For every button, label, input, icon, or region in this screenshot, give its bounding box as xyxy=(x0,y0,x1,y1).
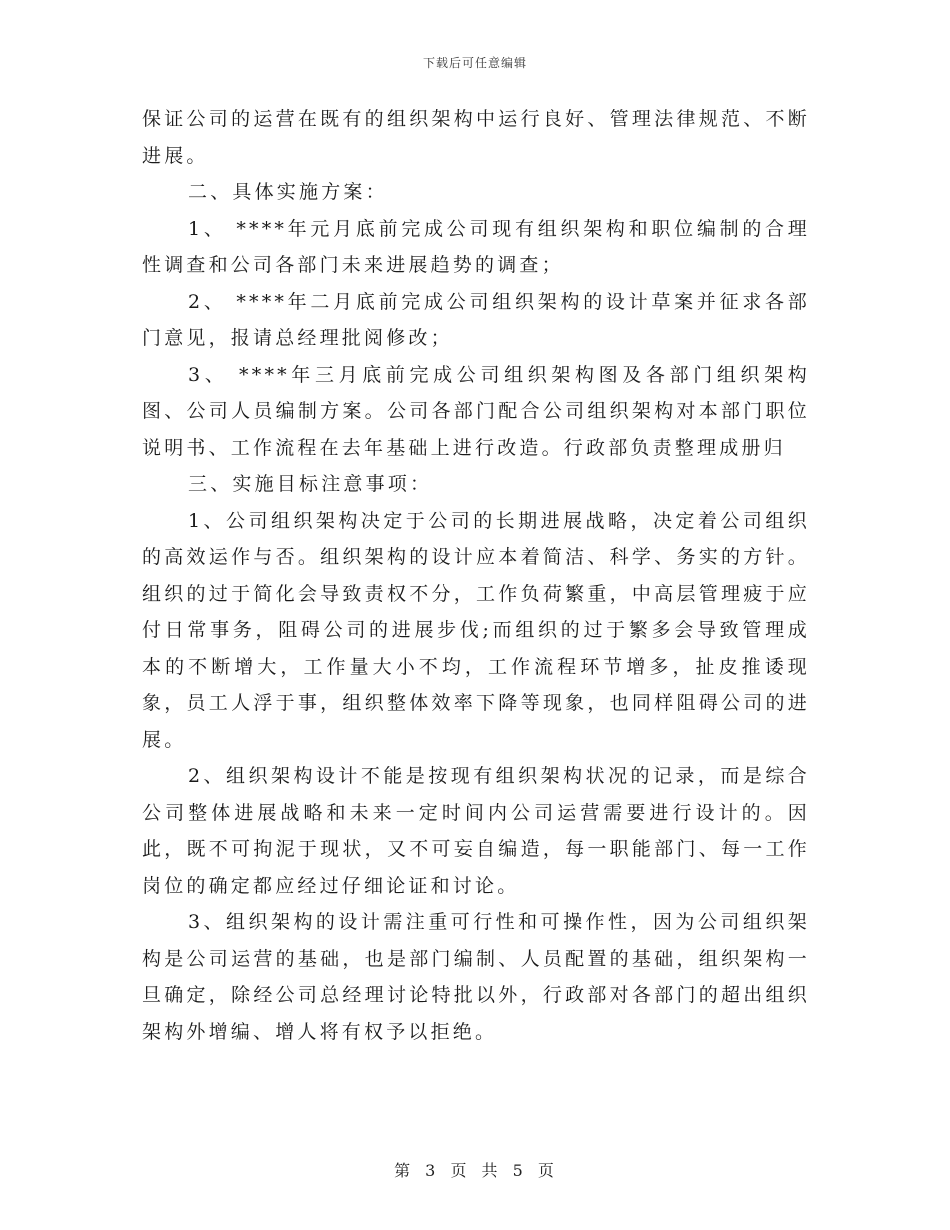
note-item-2: 2、组织架构设计不能是按现有组织架构状况的记录，而是综合公司整体进展战略和未来一定时间内公司运营需要进行设计的。因此，既不可拘泥于现状，又不可妄自编造，每一职能部门、每一工作岗位的确定都应经过仔细论证和讨论。 xyxy=(142,765,810,897)
section-heading-implementation-plan: 二、具体实施方案： xyxy=(188,181,388,203)
section-heading-notes: 三、实施目标注意事项： xyxy=(188,473,433,495)
plan-item-2: 2、 ****年二月底前完成公司组织架构的设计草案并征求各部门意见，报请总经理批阅修改； xyxy=(142,290,810,349)
note-item-3: 3、组织架构的设计需注重可行性和可操作性，因为公司组织架构是公司运营的基础，也是部门编制、人员配置的基础，组织架构一旦确定，除经公司总经理讨论特批以外，行政部对各部门的超出组织架构外增编、增人将有权予以拒绝。 xyxy=(142,911,810,1043)
paragraph-continuation: 保证公司的运营在既有的组织架构中运行良好、管理法律规范、不断进展。 xyxy=(142,108,810,167)
document-body xyxy=(142,101,810,1050)
page-header: 下载后可任意编辑 xyxy=(422,56,527,70)
plan-item-1: 1、 ****年元月底前完成公司现有组织架构和职位编制的合理性调查和公司各部门未来进展趋势的调查； xyxy=(142,217,810,276)
plan-item-3: 3、 ****年三月底前完成公司组织架构图及各部门组织架构图、公司人员编制方案。公司各部门配合公司组织架构对本部门职位说明书、工作流程在去年基础上进行改造。行政部负责整理成册归 xyxy=(142,363,810,459)
page-number: 第 3 页 共 5 页 xyxy=(394,1161,556,1180)
note-item-1: 1、公司组织架构决定于公司的长期进展战略，决定着公司组织的高效运作与否。组织架构的设计应本着简洁、科学、务实的方针。组织的过于简化会导致责权不分，工作负荷繁重，中高层管理疲于应付日常事务，阻碍公司的进展步伐;而组织的过于繁多会导致管理成本的不断增大，工作量大小不均，工作流程环节增多，扯皮推诿现象，员工人浮于事，组织整体效率下降等现象，也同样阻碍公司的进展。 xyxy=(142,509,810,751)
